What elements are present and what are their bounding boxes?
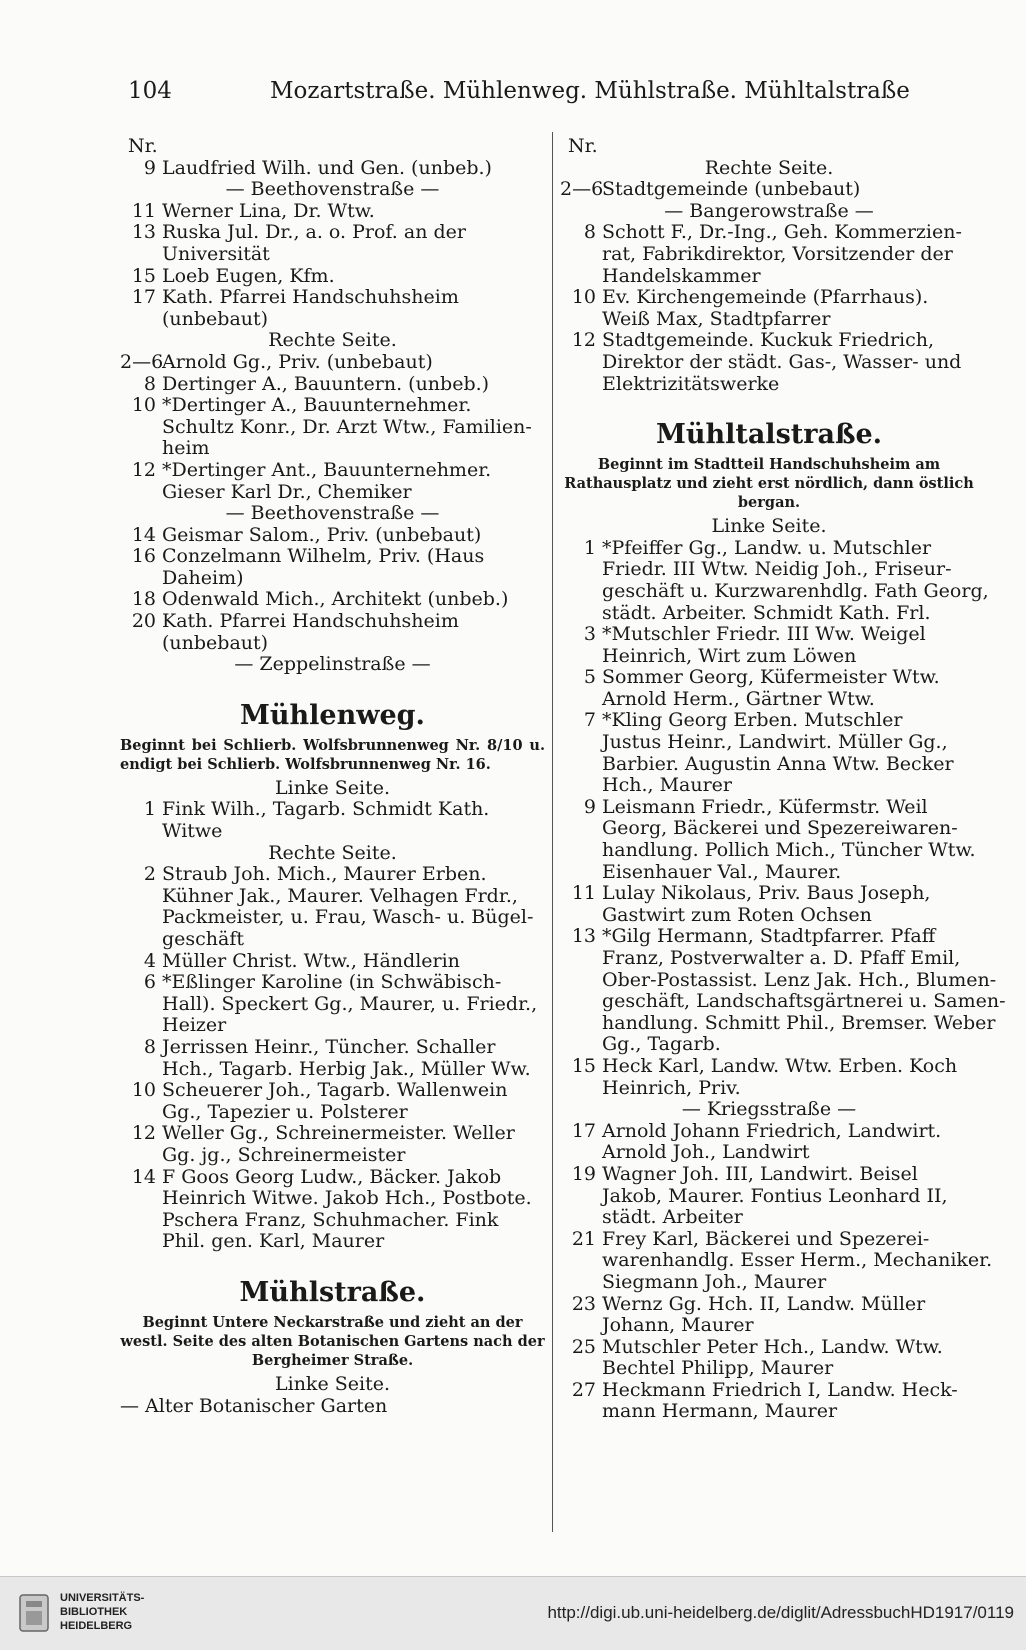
entry-group <box>560 1119 993 1423</box>
entry-text: Packmeister, u. Frau, Wasch- u. Bügel- <box>162 906 534 929</box>
entry-text: Stadtgemeinde (unbebaut) <box>602 178 861 201</box>
entry-line <box>560 179 978 201</box>
entry-continuation <box>560 754 978 776</box>
entry-text: Phil. gen. Karl, Maurer <box>162 1230 385 1253</box>
entry-continuation <box>560 1011 996 1035</box>
entry-line <box>560 667 978 689</box>
entry-line <box>560 538 978 560</box>
entry-text: Arnold Herm., Gärtner Wtw. <box>602 687 875 710</box>
entry-text: Leismann Friedr., Küfermstr. Weil <box>602 795 928 818</box>
entry-continuation <box>120 1210 545 1232</box>
running-title: Mozartstraße. Mühlenweg. Mühlstraße. Mühltalstraße <box>270 78 910 104</box>
entry-line <box>560 330 978 352</box>
entry-group <box>120 525 545 655</box>
entry-group <box>120 799 545 842</box>
entry-continuation <box>120 438 545 460</box>
spacer <box>120 1253 545 1275</box>
entry-continuation <box>120 244 545 266</box>
entry-group <box>120 864 545 1253</box>
entry-text: Heinrich, Priv. <box>602 1076 741 1099</box>
entry-continuation <box>120 907 545 929</box>
entry-continuation <box>120 568 545 590</box>
entry-line <box>120 1167 545 1189</box>
entry-text: Kühner Jak., Maurer. Velhagen Frdr., <box>162 884 518 907</box>
entry-line <box>560 883 978 905</box>
entry-text: Wernz Gg. Hch. II, Landw. Müller <box>602 1292 926 1315</box>
cross-street: — Bangerowstraße — <box>664 199 874 222</box>
entry-continuation <box>120 1059 545 1081</box>
nr-label: Nr. <box>128 135 158 157</box>
spacer <box>560 395 978 417</box>
entry-text: *Eßlinger Karoline (in Schwäbisch- <box>162 971 502 994</box>
house-number: 20 <box>131 610 156 633</box>
entry-text: Gastwirt zum Roten Ochsen <box>602 903 872 926</box>
logo-line: HEIDELBERG <box>60 1620 133 1632</box>
house-number: 21 <box>571 1227 596 1250</box>
entry-continuation <box>120 1188 545 1210</box>
entry-text: *Mutschler Friedr. III Ww. Weigel <box>602 623 926 646</box>
entry-line <box>560 624 978 646</box>
entry-text: Heizer <box>162 1014 227 1037</box>
entry-text: Dertinger A., Bauuntern. (unbeb.) <box>162 372 490 395</box>
entry-continuation <box>560 1078 978 1100</box>
entry-text: Eisenhauer Val., Maurer. <box>602 860 842 883</box>
entry-continuation <box>120 821 545 843</box>
entry-continuation <box>120 1231 545 1253</box>
street-title: Mühltalstraße. <box>655 419 883 451</box>
entry-continuation <box>560 646 978 668</box>
entry-line <box>120 460 545 482</box>
entry-text: Loeb Eugen, Kfm. <box>162 264 335 287</box>
house-number: 4 <box>143 949 156 972</box>
entry-continuation <box>120 1015 545 1037</box>
entry-continuation <box>560 905 978 927</box>
entry-line <box>120 158 545 180</box>
entry-line <box>120 972 545 994</box>
house-number: 2—6 <box>560 178 604 201</box>
entry-line <box>120 1037 545 1059</box>
street-description: Beginnt bei Schlierb. Wolfsbrunnenweg Nr. 8/10 u. endigt bei Schlierb. Wolfsbrunnenweg Nr. 16. <box>120 736 545 773</box>
house-number: 5 <box>583 666 596 689</box>
entry-line <box>120 525 545 547</box>
entry-text: geschäft u. Kurzwarenhdlg. Fath Georg, <box>602 579 989 602</box>
entry-continuation <box>560 948 978 970</box>
house-number: 23 <box>571 1292 596 1315</box>
entry-text: Heinrich, Wirt zum Löwen <box>602 644 857 667</box>
entry-continuation <box>120 1145 545 1167</box>
entry-text: Stadtgemeinde. Kuckuk Friedrich, <box>602 329 935 352</box>
entry-text: Georg, Bäckerei und Spezereiwaren- <box>602 817 958 840</box>
entry-text: heim <box>162 437 210 460</box>
entry-text: Frey Karl, Bäckerei und Spezerei- <box>602 1227 930 1250</box>
entry-line <box>120 951 545 973</box>
house-number: 12 <box>131 1122 156 1145</box>
entry-line <box>120 352 545 374</box>
entry-line <box>120 1123 545 1145</box>
house-number: 1 <box>143 798 156 821</box>
entry-text: Bechtel Philipp, Maurer <box>602 1357 834 1380</box>
garden-line: — Alter Botanischer Garten <box>120 1394 388 1417</box>
house-number: 6 <box>143 971 156 994</box>
entry-text: Weller Gg., Schreinermeister. Weller <box>162 1122 515 1145</box>
entry-continuation <box>560 1249 993 1272</box>
entry-continuation <box>560 1358 978 1380</box>
house-number: 10 <box>131 394 156 417</box>
entry-line <box>560 1294 978 1316</box>
entry-continuation <box>120 417 545 439</box>
house-number: 10 <box>131 1079 156 1102</box>
house-number: 1 <box>583 536 596 559</box>
entry-text: Ev. Kirchengemeinde (Pfarrhaus). <box>602 286 929 309</box>
column-divider <box>552 132 553 1532</box>
house-number: 10 <box>571 286 596 309</box>
entry-text: Schultz Konr., Dr. Arzt Wtw., Familien- <box>162 415 532 438</box>
section-heading: Linke Seite. <box>275 1372 390 1395</box>
street-description: Beginnt Untere Neckarstraße und zieht an der westl. Seite des alten Botanischen Gartens nach der Bergheimer Straße. <box>120 1313 545 1369</box>
entry-text: *Pfeiffer Gg., Landw. u. Mutschler <box>602 536 932 559</box>
entry-text: Kath. Pfarrei Handschuhsheim <box>162 610 459 633</box>
entry-text: warenhandlg. Esser Herm., Mechaniker. <box>602 1249 993 1272</box>
entry-text: Arnold Johann Friedrich, Landwirt. <box>602 1119 942 1142</box>
entry-continuation <box>560 309 978 331</box>
entry-line <box>120 864 545 886</box>
entry-text: handlung. Schmitt Phil., Bremser. Weber <box>602 1011 996 1034</box>
entry-line <box>120 222 545 244</box>
cross-street: — Zeppelinstraße — <box>234 653 431 676</box>
street-description: Beginnt im Stadtteil Handschuhsheim am Rathausplatz und zieht erst nördlich, dann östlich bergan. <box>564 456 974 512</box>
entry-text: städt. Arbeiter <box>602 1206 743 1229</box>
entry-line <box>560 926 978 948</box>
library-logo-text <box>60 1591 144 1633</box>
entry-line <box>120 546 545 568</box>
entry-text: Heckmann Friedrich I, Landw. Heck- <box>602 1378 958 1401</box>
house-number: 17 <box>571 1119 596 1142</box>
entry-continuation <box>120 929 545 951</box>
entry-line <box>120 611 545 633</box>
cross-street: — Beethovenstraße — <box>225 178 440 201</box>
university-seal-icon <box>14 1591 54 1635</box>
entry-group <box>120 352 545 503</box>
entry-text: Conzelmann Wilhelm, Priv. (Haus <box>162 545 485 568</box>
entry-group <box>560 179 978 201</box>
house-number: 16 <box>131 545 156 568</box>
entry-line <box>120 201 545 223</box>
entry-continuation <box>120 994 545 1016</box>
entry-text: geschäft, Landschaftsgärtnerei u. Samen- <box>602 990 1006 1013</box>
house-number: 3 <box>583 623 596 646</box>
section-heading: Linke Seite. <box>711 515 827 538</box>
entry-continuation <box>560 775 978 797</box>
spacer <box>120 676 545 698</box>
section-heading: Linke Seite. <box>275 776 390 799</box>
section-heading: Rechte Seite. <box>268 329 397 352</box>
page-number: 104 <box>128 78 172 104</box>
entry-continuation <box>560 559 978 581</box>
entry-text: mann Hermann, Maurer <box>602 1400 838 1423</box>
entry-continuation <box>560 732 978 754</box>
page-header <box>128 78 910 110</box>
logo-line: BIBLIOTHEK <box>60 1606 128 1618</box>
cross-street: — Kriegsstraße — <box>681 1098 857 1121</box>
entry-text: Direktor der städt. Gas-, Wasser- und <box>602 350 962 373</box>
entry-text: Hall). Speckert Gg., Maurer, u. Friedr., <box>162 992 538 1015</box>
house-number: 11 <box>131 199 156 222</box>
entry-continuation <box>120 633 545 655</box>
entry-text: Heck Karl, Landw. Wtw. Erben. Koch <box>602 1054 958 1077</box>
entry-line <box>560 1229 978 1251</box>
house-number: 9 <box>143 156 156 179</box>
entry-text: F Goos Georg Ludw., Bäcker. Jakob <box>162 1165 502 1188</box>
house-number: 27 <box>571 1378 596 1401</box>
entry-text: Arnold Gg., Priv. (unbebaut) <box>162 350 433 373</box>
house-number: 13 <box>131 221 156 244</box>
entry-line <box>560 1164 978 1186</box>
house-number: 14 <box>131 1165 156 1188</box>
entry-continuation <box>120 886 545 908</box>
house-number: 8 <box>583 221 596 244</box>
entry-text: Kath. Pfarrei Handschuhsheim <box>162 286 459 309</box>
entry-text: Barbier. Augustin Anna Wtw. Becker <box>602 752 954 775</box>
entry-text: Scheuerer Joh., Tagarb. Wallenwein <box>162 1079 508 1102</box>
entry-group <box>560 536 1006 1099</box>
entry-text: Wagner Joh. III, Landwirt. Beisel <box>602 1162 918 1185</box>
entry-continuation <box>560 1142 978 1164</box>
entry-text: Gg., Tapezier u. Polsterer <box>162 1100 408 1123</box>
entry-text: Universität <box>162 242 270 265</box>
house-number: 12 <box>131 458 156 481</box>
entry-continuation <box>560 840 978 862</box>
entry-continuation <box>560 579 989 603</box>
entry-continuation <box>560 1207 978 1229</box>
entry-continuation <box>560 1186 978 1208</box>
entry-line <box>120 287 545 309</box>
entry-line <box>560 222 978 244</box>
house-number: 17 <box>131 286 156 309</box>
house-number: 19 <box>571 1162 596 1185</box>
entry-text: *Kling Georg Erben. Mutschler <box>602 709 903 732</box>
entry-text: Gg., Tagarb. <box>602 1033 721 1056</box>
house-number: 18 <box>131 588 156 611</box>
section-heading: Rechte Seite. <box>704 156 834 179</box>
entry-text: handlung. Pollich Mich., Tüncher Wtw. <box>602 839 976 862</box>
source-url-link[interactable]: http://digi.ub.uni-heidelberg.de/diglit/AdressbuchHD1917/0119 <box>547 1603 1014 1622</box>
right-column <box>560 135 1006 1423</box>
entry-continuation <box>560 603 978 625</box>
entry-text: Justus Heinr., Landwirt. Müller Gg., <box>602 731 948 754</box>
entry-text: Ruska Jul. Dr., a. o. Prof. an der <box>162 221 466 244</box>
entry-text: Handelskammer <box>602 264 761 287</box>
entry-text: Jakob, Maurer. Fontius Leonhard II, <box>602 1184 948 1207</box>
entry-text: Johann, Maurer <box>602 1314 754 1337</box>
entry-continuation <box>560 818 978 840</box>
entry-continuation <box>560 1034 978 1056</box>
entry-line <box>560 1337 978 1359</box>
house-number: 12 <box>571 329 596 352</box>
entry-line <box>560 1380 978 1402</box>
entry-text: (unbebaut) <box>162 307 269 330</box>
entry-text: Müller Christ. Wtw., Händlerin <box>162 949 460 972</box>
street-title: Mühlstraße. <box>239 1276 426 1308</box>
viewer-footer <box>0 1576 1026 1650</box>
entry-text: *Dertinger A., Bauunternehmer. <box>162 394 472 417</box>
entry-line <box>120 589 545 611</box>
house-number: 13 <box>571 925 596 948</box>
entry-line <box>120 395 545 417</box>
entry-line <box>560 710 978 732</box>
entry-text: Laudfried Wilh. und Gen. (unbeb.) <box>162 156 492 179</box>
entry-text: Gieser Karl Dr., Chemiker <box>162 480 412 503</box>
entry-group <box>560 222 978 395</box>
entry-continuation <box>560 374 978 396</box>
entry-text: (unbebaut) <box>162 631 269 654</box>
entry-continuation <box>560 990 1006 1013</box>
section-heading: Rechte Seite. <box>268 841 397 864</box>
entry-text: Lulay Nikolaus, Priv. Baus Joseph, <box>602 882 931 905</box>
entry-continuation <box>560 1401 978 1423</box>
entry-text: Fink Wilh., Tagarb. Schmidt Kath. <box>162 798 490 821</box>
entry-continuation <box>120 1102 545 1124</box>
entry-continuation <box>560 689 978 711</box>
entry-group <box>120 158 545 180</box>
entry-text: Arnold Joh., Landwirt <box>602 1141 810 1164</box>
entry-continuation <box>560 266 978 288</box>
entry-text: städt. Arbeiter. Schmidt Kath. Frl. <box>602 601 931 624</box>
entry-text: Friedr. III Wtw. Neidig Joh., Friseur- <box>602 558 952 581</box>
entry-line <box>560 797 978 819</box>
house-number: 8 <box>143 1035 156 1058</box>
entry-line <box>120 266 545 288</box>
entry-line <box>120 374 545 396</box>
entry-text: Geismar Salom., Priv. (unbebaut) <box>162 523 482 546</box>
entry-line <box>560 1121 978 1143</box>
house-number: 25 <box>571 1335 596 1358</box>
entry-group <box>120 201 545 331</box>
house-number: 14 <box>131 523 156 546</box>
nr-label: Nr. <box>568 135 598 157</box>
entry-line <box>560 287 978 309</box>
entry-text: Pschera Franz, Schuhmacher. Fink <box>162 1208 499 1231</box>
entry-continuation <box>560 968 997 992</box>
entry-text: Ober-Postassist. Lenz Jak. Hch., Blumen- <box>602 968 997 991</box>
house-number: 8 <box>143 372 156 395</box>
entry-text: geschäft <box>162 928 245 950</box>
entry-line <box>120 1080 545 1102</box>
entry-continuation <box>560 1315 978 1337</box>
entry-text: Hch., Maurer <box>602 774 732 797</box>
house-number: 2 <box>143 863 156 886</box>
house-number: 15 <box>571 1054 596 1077</box>
entry-continuation <box>560 244 978 266</box>
entry-continuation <box>560 862 978 884</box>
left-column <box>120 136 545 1417</box>
house-number: 15 <box>131 264 156 287</box>
entry-text: Franz, Postverwalter a. D. Pfaff Emil, <box>602 947 961 969</box>
entry-text: Odenwald Mich., Architekt (unbeb.) <box>162 588 509 611</box>
entry-line <box>120 799 545 821</box>
entry-text: Hch., Tagarb. Herbig Jak., Müller Ww. <box>162 1057 531 1080</box>
house-number: 9 <box>583 795 596 818</box>
entry-line <box>560 1056 978 1078</box>
entry-text: *Gilg Hermann, Stadtpfarrer. Pfaff <box>602 925 936 948</box>
house-number: 11 <box>571 882 596 905</box>
entry-text: Mutschler Peter Hch., Landw. Wtw. <box>602 1335 943 1358</box>
entry-text: Straub Joh. Mich., Maurer Erben. <box>162 863 487 886</box>
entry-text: Gg. jg., Schreinermeister <box>162 1143 406 1166</box>
entry-continuation <box>560 1272 978 1294</box>
entry-text: Elektrizitätswerke <box>602 372 780 395</box>
entry-text: Schott F., Dr.-Ing., Geh. Kommerzien- <box>602 221 962 244</box>
entry-continuation <box>120 309 545 331</box>
entry-continuation <box>560 352 978 374</box>
house-number: 2—6 <box>120 350 164 373</box>
entry-text: Heinrich Witwe. Jakob Hch., Postbote. <box>162 1187 532 1210</box>
street-title: Mühlenweg. <box>240 699 425 731</box>
house-number: 7 <box>583 709 596 732</box>
entry-text: *Dertinger Ant., Bauunternehmer. <box>162 458 492 481</box>
logo-line: UNIVERSITÄTS- <box>60 1592 145 1604</box>
entry-text: Sommer Georg, Küfermeister Wtw. <box>602 666 940 689</box>
entry-continuation <box>120 482 545 504</box>
entry-text: Siegmann Joh., Maurer <box>602 1270 827 1293</box>
entry-text: Witwe <box>162 820 223 843</box>
entry-text: Daheim) <box>162 566 244 589</box>
entry-text: Jerrissen Heinr., Tüncher. Schaller <box>162 1035 496 1058</box>
cross-street: — Beethovenstraße — <box>225 502 440 525</box>
entry-text: Werner Lina, Dr. Wtw. <box>162 199 375 222</box>
entry-text: rat, Fabrikdirektor, Vorsitzender der <box>602 242 953 265</box>
entry-text: Weiß Max, Stadtpfarrer <box>602 307 831 330</box>
